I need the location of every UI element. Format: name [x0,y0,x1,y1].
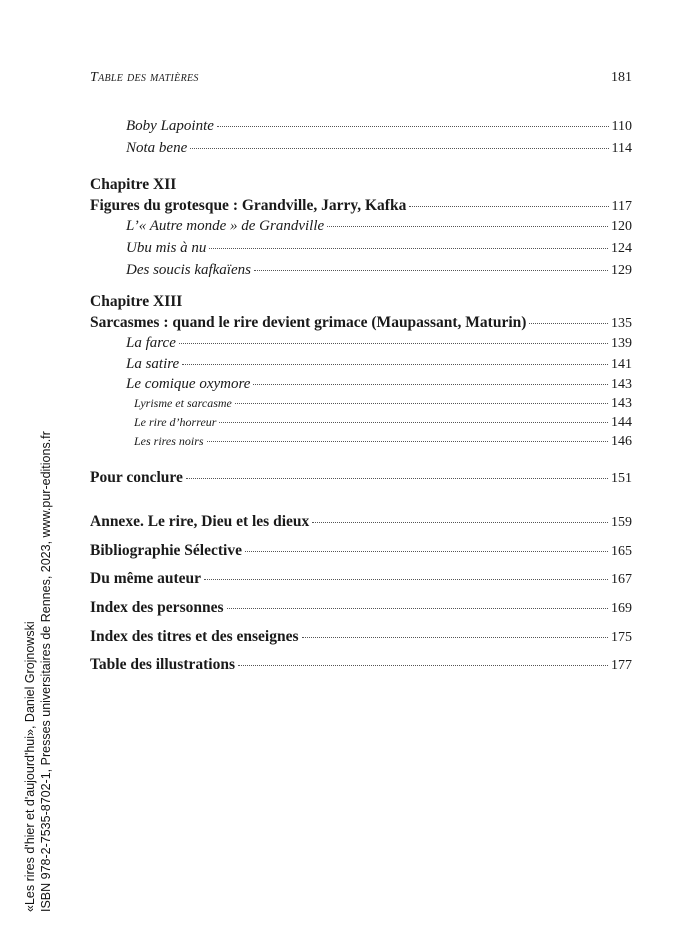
toc-entry-title: Annexe. Le rire, Dieu et les dieux [90,513,310,530]
dot-leader [245,551,608,552]
toc-entry-page: 110 [611,119,632,134]
toc-entry-page: 177 [611,658,632,673]
side-note-line-1: «Les rires d'hier et d'aujourd'hui», Daniel Grojnowski [23,621,37,912]
toc-entry-autre-monde [90,218,632,240]
table-of-contents [90,0,632,948]
dot-leader [182,364,608,365]
toc-entry-title: Sarcasmes : quand le rire devient grimace (Maupassant, Maturin) [90,314,527,331]
toc-entry-title: Table des illustrations [90,656,235,673]
toc-entry-title: Les rires noirs [134,434,204,448]
toc-entry-page: 151 [611,471,632,486]
toc-entry-la-farce [90,335,632,357]
toc-entry-nota-bene [90,140,632,162]
running-title: Table des matières [90,70,199,85]
toc-entry-page: 169 [611,601,632,616]
toc-entry-page: 144 [611,415,632,430]
toc-subentry-rires-noirs [90,434,632,456]
toc-entry-title: Nota bene [126,140,188,156]
dot-leader [254,270,608,271]
dot-leader [207,441,608,442]
dot-leader [219,422,608,423]
chapter-xiii-label: Chapitre XIII [90,293,183,310]
chapter-xii-label: Chapitre XII [90,176,177,193]
toc-entry-comique-oxymore [90,376,632,398]
toc-entry-page: 165 [611,544,632,559]
dot-leader [238,665,608,666]
toc-entry-title: Index des titres et des enseignes [90,628,299,645]
dot-leader [409,206,608,207]
toc-entry-sarcasmes [90,314,632,336]
toc-entry-page: 117 [611,199,632,214]
dot-leader [209,248,608,249]
toc-entry-table-des-illustrations [90,656,632,678]
toc-entry-bibliographie [90,542,632,564]
toc-entry-title: Boby Lapointe [126,118,214,134]
toc-entry-page: 114 [611,141,632,156]
toc-entry-title: Lyrisme et sarcasme [134,396,232,410]
toc-entry-page: 175 [611,630,632,645]
toc-entry-figures-du-grotesque [90,197,632,219]
toc-entry-du-meme-auteur [90,570,632,592]
toc-entry-title: Des soucis kafkaïens [126,262,251,278]
toc-entry-title: Pour conclure [90,469,183,486]
dot-leader [227,608,609,609]
toc-entry-title: La farce [126,335,176,351]
toc-entry-ubu-mis-a-nu [90,240,632,262]
toc-entry-title: Le comique oxymore [126,376,251,392]
dot-leader [327,226,608,227]
dot-leader [186,478,608,479]
dot-leader [204,579,608,580]
toc-entry-index-des-titres [90,628,632,650]
toc-entry-title: La satire [126,356,180,372]
toc-entry-page: 143 [611,396,632,411]
toc-entry-title: Ubu mis à nu [126,240,207,256]
toc-entry-page: 141 [611,357,632,372]
toc-entry-page: 120 [611,219,632,234]
side-copyright-note [22,412,54,912]
dot-leader [235,403,608,404]
dot-leader [179,343,608,344]
toc-entry-annexe [90,513,632,535]
toc-entry-page: 135 [611,316,632,331]
toc-entry-title: Figures du grotesque : Grandville, Jarry, Kafka [90,197,407,214]
dot-leader [217,126,609,127]
toc-entry-page: 143 [611,377,632,392]
toc-entry-title: Bibliographie Sélective [90,542,242,559]
side-note-line-2: ISBN 978-2-7535-8702-1, Presses universitaires de Rennes, 2023, www.pur-editions.fr [39,431,53,912]
dot-leader [302,637,608,638]
toc-entry-page: 139 [611,336,632,351]
dot-leader [190,148,608,149]
toc-entry-boby-lapointe [90,118,632,140]
toc-entry-title: Le rire d’horreur [134,415,217,429]
toc-entry-page: 124 [611,241,632,256]
dot-leader [529,323,608,324]
toc-entry-title: Du même auteur [90,570,202,587]
toc-entry-page: 146 [611,434,632,449]
toc-entry-page: 129 [611,263,632,278]
dot-leader [253,384,608,385]
toc-entry-title: L’« Autre monde » de Grandville [126,218,325,234]
toc-entry-pour-conclure [90,469,632,491]
toc-entry-page: 167 [611,572,632,587]
toc-entry-soucis-kafkaiens [90,262,632,284]
toc-entry-index-des-personnes [90,599,632,621]
toc-entry-la-satire [90,356,632,378]
toc-entry-page: 159 [611,515,632,530]
dot-leader [312,522,608,523]
toc-entry-title: Index des personnes [90,599,224,616]
page-number: 181 [611,70,632,85]
